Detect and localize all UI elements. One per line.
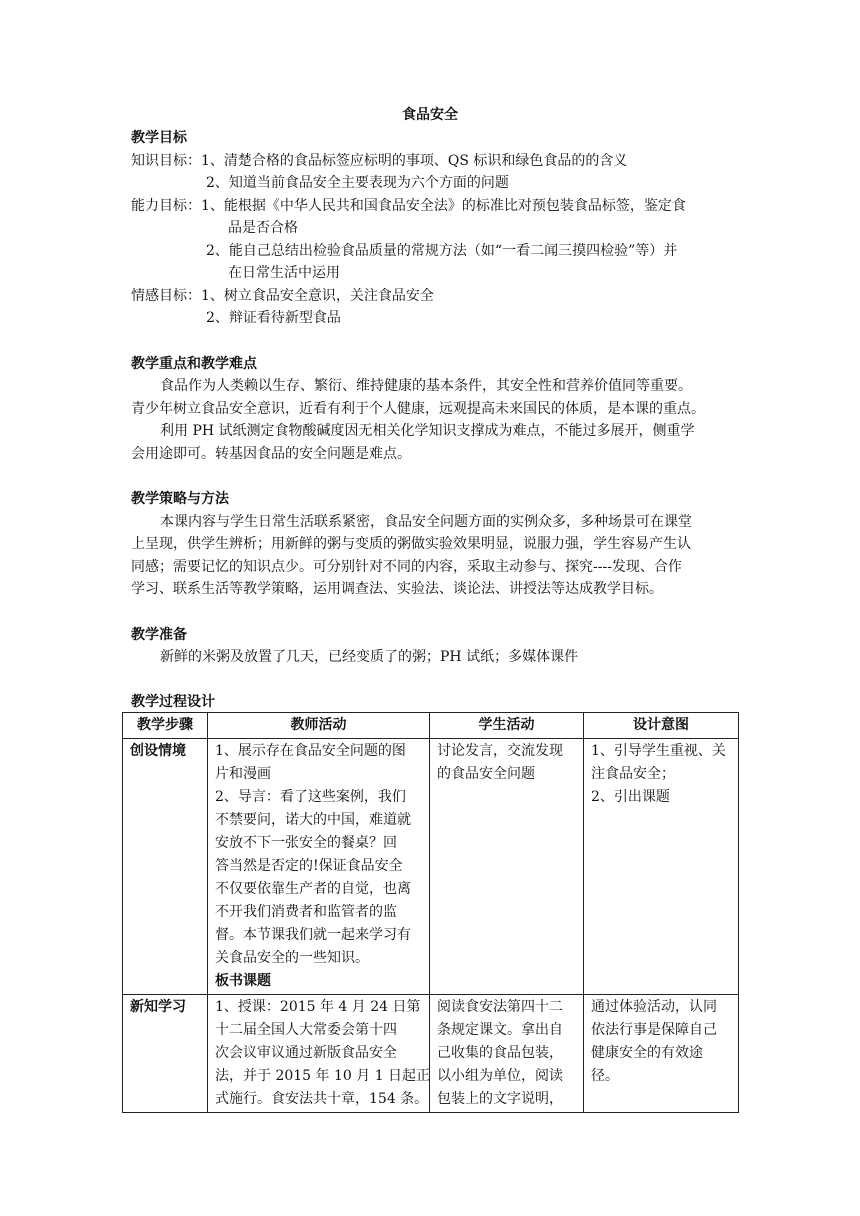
student-line: 的食品安全问题 (437, 766, 535, 782)
teacher-line: 关食品安全的一些知识。 (215, 950, 369, 966)
teacher-cell (208, 995, 430, 1113)
student-line: 己收集的食品包装， (437, 1045, 563, 1061)
table-row (123, 739, 739, 995)
goal-line: 2、知道当前食品安全主要表现为六个方面的问题 (206, 175, 509, 191)
teacher-line: 1、展示存在食品安全问题的图 (215, 743, 406, 759)
student-line: 条规定课文。拿出自 (437, 1022, 563, 1038)
strategy-line: 上呈现，供学生辨析；用新鲜的粥与变质的粥做实验效果明显，说服力强，学生容易产生认 (131, 536, 691, 552)
document-title: 食品安全 (402, 107, 458, 123)
intent-line: 依法行事是保障自己 (591, 1022, 717, 1038)
teacher-line: 不仅要依靠生产者的自觉，也离 (215, 881, 411, 897)
teacher-line: 安放不下一张安全的餐桌？回 (215, 835, 397, 851)
student-line: 以小组为单位，阅读 (437, 1068, 563, 1084)
goal-line: 品是否合格 (228, 220, 298, 236)
step-cell: 创设情境 (123, 739, 208, 995)
intent-line: 径。 (591, 1068, 619, 1084)
teacher-line: 2、导言：看了这些案例，我们 (215, 789, 406, 805)
student-cell (430, 995, 584, 1113)
process-table (122, 712, 739, 1113)
header-teacher: 教师活动 (208, 713, 430, 739)
goal-line: 2、能自己总结出检验食品质量的常规方法（如“一看二闻三摸四检验”等）并 (206, 243, 678, 259)
teacher-line: 片和漫画 (215, 766, 271, 782)
goal-line: 能力目标：1、能根据《中华人民共和国食品安全法》的标准比对预包装食品标签，鉴定食 (131, 198, 686, 214)
goal-line: 在日常生活中运用 (228, 265, 340, 281)
teacher-cell (208, 739, 430, 995)
key-line: 利用 PH 试纸测定食物酸碱度因无相关化学知识支撑成为难点，不能过多展开，侧重学 (160, 423, 695, 439)
header-student: 学生活动 (430, 713, 584, 739)
teacher-line: 不开我们消费者和监管者的监 (215, 904, 397, 920)
board-title-note: 板书课题 (215, 973, 271, 989)
teacher-line: 次会议审议通过新版食品安全 (215, 1045, 397, 1061)
teacher-line: 督。本节课我们就一起来学习有 (215, 927, 411, 943)
intent-line: 通过体验活动，认同 (591, 999, 717, 1015)
strategy-line: 学习、联系生活等教学策略，运用调查法、实验法、谈论法、讲授法等达成教学目标。 (131, 581, 663, 597)
intent-line: 2、引出课题 (591, 789, 670, 805)
step-cell: 新知学习 (123, 995, 208, 1113)
goal-line: 情感目标：1、树立食品安全意识，关注食品安全 (131, 288, 434, 304)
section-heading-goals: 教学目标 (131, 130, 187, 146)
student-line: 包装上的文字说明， (437, 1091, 563, 1107)
intent-cell (584, 739, 739, 995)
section-heading-process: 教学过程设计 (131, 694, 215, 710)
prep-line: 新鲜的米粥及放置了几天，已经变质了的粥；PH 试纸；多媒体课件 (160, 649, 579, 665)
header-intent: 设计意图 (584, 713, 739, 739)
section-heading-strategy: 教学策略与方法 (131, 491, 229, 507)
strategy-line: 同感；需要记忆的知识点少。可分别针对不同的内容，采取主动参与、探究----发现、合作 (131, 559, 682, 575)
student-line: 阅读食安法第四十二 (437, 999, 563, 1015)
intent-line: 1、引导学生重视、关 (591, 743, 726, 759)
teacher-line: 式施行。食安法共十章，154 条。 (215, 1091, 429, 1107)
intent-line: 健康安全的有效途 (591, 1045, 703, 1061)
section-heading-prep: 教学准备 (131, 627, 187, 643)
teacher-line: 法，并于 2015 年 10 月 1 日起正 (215, 1068, 431, 1084)
teacher-line: 1、授课：2015 年 4 月 24 日第 (215, 999, 421, 1015)
teacher-line: 十二届全国人大常委会第十四 (215, 1022, 397, 1038)
intent-line: 注食品安全； (591, 766, 675, 782)
goal-line: 2、辩证看待新型食品 (206, 310, 341, 326)
teacher-line: 不禁要问，诺大的中国，难道就 (215, 812, 411, 828)
intent-cell (584, 995, 739, 1113)
table-row (123, 995, 739, 1113)
teacher-line: 答当然是否定的!保证食品安全 (215, 858, 403, 874)
section-heading-key: 教学重点和教学难点 (131, 356, 257, 372)
key-line: 食品作为人类赖以生存、繁衍、维持健康的基本条件，其安全性和营养价值同等重要。 (160, 378, 692, 394)
key-line: 青少年树立食品安全意识，近看有利于个人健康，远观提高未来国民的体质，是本课的重点。 (131, 401, 705, 417)
student-cell (430, 739, 584, 995)
header-step: 教学步骤 (123, 713, 208, 739)
key-line: 会用途即可。转基因食品的安全问题是难点。 (131, 446, 411, 462)
goal-line: 知识目标：1、清楚合格的食品标签应标明的事项、QS 标识和绿色食品的的含义 (131, 153, 628, 169)
strategy-line: 本课内容与学生日常生活联系紧密，食品安全问题方面的实例众多，多种场景可在课堂 (160, 514, 692, 530)
student-line: 讨论发言，交流发现 (437, 743, 563, 759)
